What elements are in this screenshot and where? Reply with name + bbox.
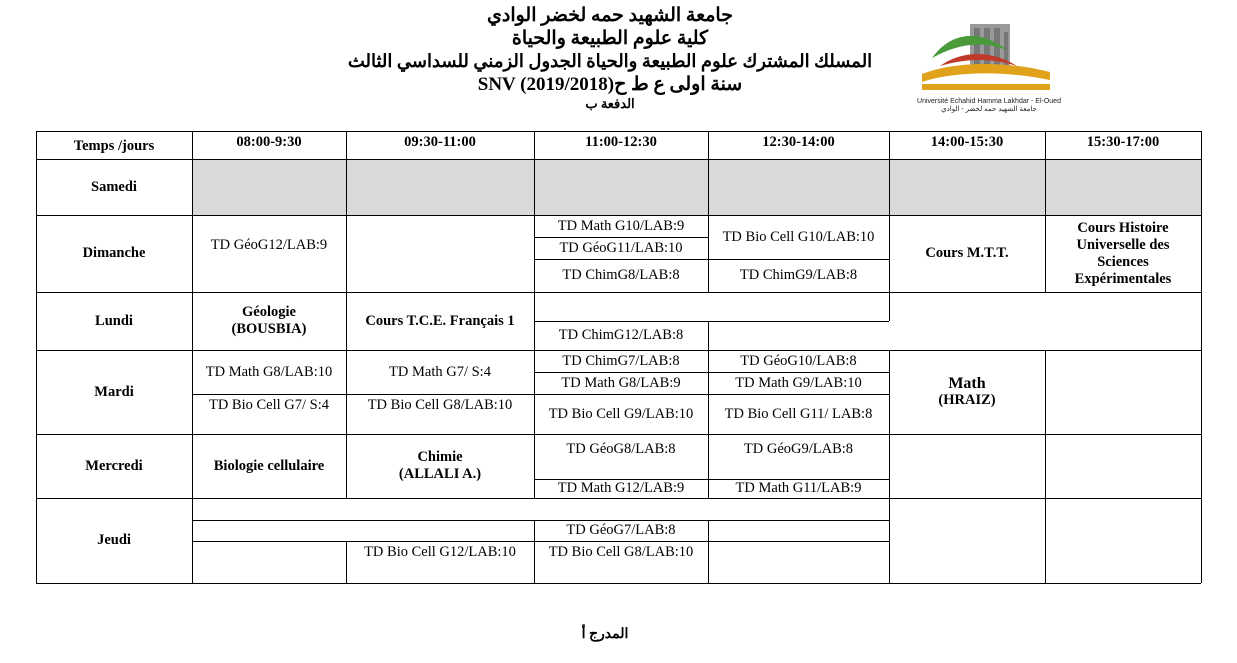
time-slot-5: 14:00-15:30 [930,133,1004,150]
session-dimanche-s3b: TD GéoG11/LAB:10 [559,239,683,256]
course-name: Géologie [242,304,296,320]
session-dimanche-s3a: TD Math G10/LAB:9 [557,217,685,234]
session-dimanche-s3c: TD ChimG8/LAB:8 [562,267,680,283]
session-dimanche-s4a: TD Bio Cell G10/LAB:10 [722,228,875,245]
time-slot-4: 12:30-14:00 [762,133,835,150]
session-mardi-s3c: TD Bio Cell G9/LAB:10 [548,405,694,422]
session-dimanche-s6: Cours Histoire Universelle des Sciences Expérimentales [1074,219,1172,287]
session-lundi-s2: Cours T.C.E. Français 1 [365,312,515,329]
session-mardi-s4c: TD Bio Cell G11/ LAB:8 [724,405,873,422]
day-samedi: Samedi [91,178,137,195]
session-jeudi-s2: TD Bio Cell G12/LAB:10 [364,543,516,560]
schedule-title: المسلك المشترك علوم الطبيعة والحياة الجدول الزمني للسداسي الثالث [347,51,873,71]
session-mardi-s4b: TD Math G9/LAB:10 [735,374,862,391]
samedi-empty-fill [192,159,1201,215]
session-jeudi-s3b: TD Bio Cell G8/LAB:10 [548,543,694,560]
session-mardi-s1a: TD Math G8/LAB:10 [205,363,333,380]
session-dimanche-s5: Cours M.T.T. [925,245,1009,261]
session-mercredi-s4b: TD Math G11/LAB:9 [735,480,862,496]
day-jeudi: Jeudi [97,532,131,548]
session-lundi-s1 [192,292,346,350]
university-name: جامعة الشهيد حمه لخضر الوادي [487,5,733,26]
course-name: Chimie [417,449,463,465]
batch-label: الدفعة ب [585,96,635,111]
time-slot-2: 09:30-11:00 [404,133,476,150]
header-corner: Temps /jours [73,137,155,154]
time-slot-1: 08:00-9:30 [236,133,302,150]
session-mardi-s3b: TD Math G8/LAB:9 [561,374,681,391]
session-mardi-s5 [889,350,1045,434]
day-lundi: Lundi [95,312,133,329]
teacher-name: (HRAIZ) [938,392,996,408]
room-label: المدرج أ [581,627,629,642]
university-logo [912,10,1062,110]
session-mercredi-s2 [346,434,534,498]
timetable [36,131,1201,583]
time-slot-3: 11:00-12:30 [585,133,657,150]
session-dimanche-s4b: TD ChimG9/LAB:8 [739,267,858,283]
session-mardi-s4a: TD GéoG10/LAB:8 [740,352,857,369]
session-mercredi-s4a: TD GéoG9/LAB:8 [743,440,854,457]
document-header [300,4,920,111]
faculty-name: كلية علوم الطبيعة والحياة [511,28,709,49]
teacher-name: (ALLALI A.) [398,466,482,482]
session-mercredi-s3b: TD Math G12/LAB:9 [557,480,685,496]
session-dimanche-s1: TD GéoG12/LAB:9 [210,236,328,253]
year-line: سنة اولى ع ط حSNV (2019/2018) [477,74,743,95]
session-mardi-s3a: TD ChimG7/LAB:8 [562,352,680,369]
day-mardi: Mardi [94,383,134,400]
session-mercredi-s1: Biologie cellulaire [213,457,325,474]
time-slot-6: 15:30-17:00 [1086,133,1160,150]
session-lundi-s3: TD ChimG12/LAB:8 [558,327,684,343]
session-mardi-s1b: TD Bio Cell G7/ S:4 [208,396,330,413]
session-mardi-s2b: TD Bio Cell G8/LAB:10 [367,396,513,413]
session-mardi-s2a: TD Math G7/ S:4 [389,363,491,380]
course-name: Math [948,375,986,392]
session-mercredi-s3a: TD GéoG8/LAB:8 [566,440,676,457]
logo-caption: Université Echahid Hamma Lakhdar - El-Oued جامعة الشهيد حمه لخضر - الوادي [917,98,1061,113]
day-dimanche: Dimanche [82,245,146,261]
session-jeudi-s3a: TD GéoG7/LAB:8 [566,522,676,538]
day-mercredi: Mercredi [85,457,143,474]
teacher-name: (BOUSBIA) [231,321,307,337]
